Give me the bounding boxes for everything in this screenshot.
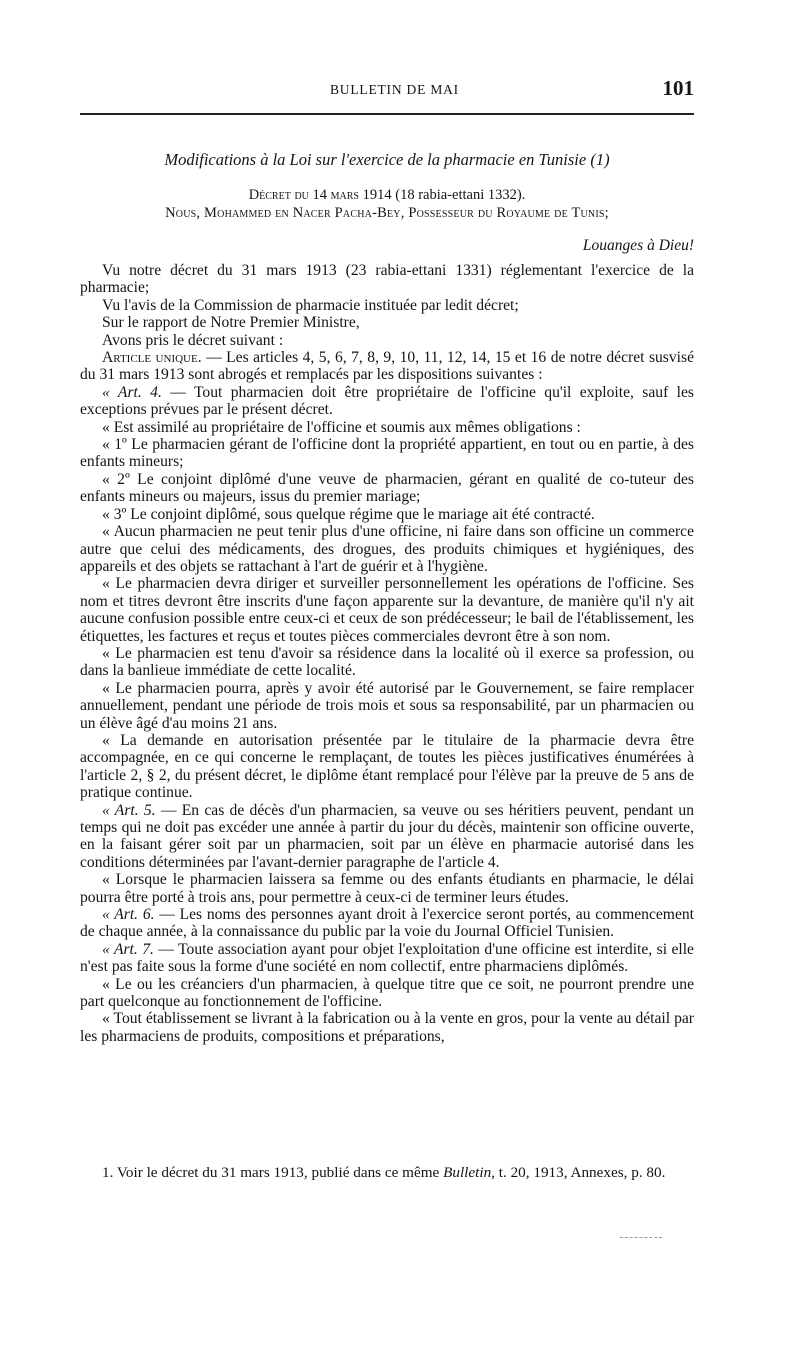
paragraph-text: « 3º Le conjoint diplômé, sous quelque régime que le mariage ait été contracté.	[102, 505, 595, 523]
paragraph-text: « Le ou les créanciers d'un pharmacien, à quelque titre que ce soit, ne pourront prendre une part quelconque au fonctionnement de l'officine.	[80, 975, 694, 1011]
paragraph	[80, 332, 694, 349]
paragraph-text: « Le pharmacien est tenu d'avoir sa résidence dans la localité où il exerce sa profession, ou dans la banlieue immédiate de cette localité.	[80, 644, 694, 680]
paragraph-lead: « Art. 7.	[102, 940, 154, 958]
footnote-ref[interactable]: (1)	[590, 150, 610, 169]
paragraph	[80, 575, 694, 645]
paragraph-text: — Les noms des personnes ayant droit à l'exercice seront portés, au commencement de chaque année, à la connaissance du public par la voie du Journal Officiel Tunisien.	[80, 906, 694, 941]
paragraph	[80, 436, 694, 471]
decree-body	[80, 262, 694, 1045]
paragraph-text: « Lorsque le pharmacien laissera sa femme ou des enfants étudiants en pharmacie, le délai pourra être porté à trois ans, pour permettre à ceux-ci de terminer leurs études.	[80, 871, 694, 906]
paragraph	[80, 1010, 694, 1045]
paragraph-text: « Aucun pharmacien ne peut tenir plus d'une officine, ni faire dans son officine un commerce autre que celui des médicaments, des drogues, des produits chimiques et hygiéniques, des appareils et des objets se rattachant à l'art de guérir et à l'hygiène.	[80, 523, 694, 575]
paragraph	[80, 349, 694, 384]
paragraph-text: « 1º Le pharmacien gérant de l'officine dont la propriété appartient, en tout ou en partie, à des enfants mineurs;	[80, 436, 694, 471]
paragraph	[80, 941, 694, 976]
paragraph	[80, 262, 694, 297]
page-number: 101	[662, 76, 694, 100]
paragraph	[80, 297, 694, 314]
paragraph-text: « Le pharmacien devra diriger et surveiller personnellement les opérations de l'officine. Ses nom et titres devront être inscrits d'une façon apparente sur la devanture, de manière qu'il n'y ait aucune confusion possible entre ceux-ci et ceux de son prédécesseur; le bail de l'établissement, les étiquettes, les factures et reçus et toutes pièces commerciales devront être à son nom.	[80, 575, 694, 645]
paragraph-text: « Le pharmacien pourra, après y avoir été autorisé par le Gouvernement, se faire remplacer annuellement, pendant une période de trois mois et sous sa responsabilité, par un pharmacien ou un élève âgé d'au moins 21 ans.	[80, 679, 694, 732]
paragraph-text: Vu notre décret du 31 mars 1913 (23 rabia-ettani 1331) réglementant l'exercice de la pharmacie;	[80, 262, 694, 297]
paragraph-text: « 2º Le conjoint diplômé d'une veuve de pharmacien, gérant en qualité de co-tuteur des enfants mineurs ou majeurs, issus du premier mariage;	[80, 470, 694, 506]
paragraph-text: Avons pris le décret suivant :	[102, 331, 284, 349]
article-title-text: Modifications à la Loi sur l'exercice de la pharmacie en Tunisie	[164, 150, 587, 169]
decree-line	[80, 187, 694, 204]
footnote-after: t. 20, 1913, Annexes, p. 80.	[494, 1164, 666, 1181]
sovereign-line: Nous, Mohammed en Nacer Pacha-Bey, Possesseur du Royaume de Tunis;	[165, 205, 609, 221]
paragraph	[80, 680, 694, 732]
paragraph	[80, 906, 694, 941]
paragraph	[80, 871, 694, 906]
paragraph	[80, 384, 694, 419]
paragraph	[80, 645, 694, 680]
paragraph-lead: « Art. 6.	[102, 906, 155, 924]
paragraph	[80, 314, 694, 331]
paragraph-text: — Les articles 4, 5, 6, 7, 8, 9, 10, 11, 12, 14, 15 et 16 de notre décret susvisé du 31 mars 1913 sont abrogés et remplacés par les dispositions suivantes :	[80, 349, 694, 384]
paragraph-text: — Tout pharmacien doit être propriétaire de l'officine qu'il exploite, sauf les exceptions prévues par le présent décret.	[80, 383, 694, 419]
paragraph-lead: « Art. 4.	[102, 383, 162, 401]
footnote-before: 1. Voir le décret du 31 mars 1913, publié dans ce même	[102, 1164, 444, 1181]
paragraph-text: Sur le rapport de Notre Premier Ministre,	[102, 314, 360, 332]
paragraph	[80, 506, 694, 523]
louanges-line: Louanges à Dieu!	[582, 237, 694, 254]
decree-date: 1914 (18 rabia-ettani 1332).	[362, 187, 526, 203]
paragraph-text: Vu l'avis de la Commission de pharmacie instituée par ledit décret;	[102, 296, 519, 314]
paragraph	[80, 471, 694, 506]
page-dashes	[620, 1237, 662, 1238]
paragraph	[80, 802, 694, 872]
footnote-text	[80, 1163, 694, 1182]
paragraph-text: — Toute association ayant pour objet l'exploitation d'une officine est interdite, si elle n'est pas faite sous la forme d'une société en nom collectif, entre pharmaciens diplômés.	[80, 940, 694, 976]
paragraph	[80, 419, 694, 436]
running-title: BULLETIN DE MAI	[330, 82, 459, 97]
paragraph-lead: Article unique.	[102, 349, 202, 367]
paragraph	[80, 523, 694, 575]
paragraph-text: « Tout établissement se livrant à la fabrication ou à la vente en gros, pour la vente au détail par les pharmaciens de produits, compositions et préparations,	[80, 1010, 694, 1045]
article-title	[80, 150, 694, 170]
paragraph-lead: « Art. 5.	[102, 801, 156, 819]
footnote	[80, 1163, 694, 1182]
paragraph	[80, 732, 694, 802]
paragraph-text: — En cas de décès d'un pharmacien, sa veuve ou ses héritiers peuvent, pendant un temps qui ne doit pas excéder une année à partir du jour du décès, maintenir son officine ouverte, en la faisant gérer soit par un pharmacien, soit par un élève en pharmacie autorisé dans les conditions déterminées par l'avant-dernier paragraphe de l'article 4.	[80, 801, 694, 871]
decree-prefix: Décret du 14 mars	[248, 187, 359, 203]
footnote-source: Bulletin,	[443, 1164, 495, 1181]
paragraph-text: « Est assimilé au propriétaire de l'officine et soumis aux mêmes obligations :	[102, 418, 581, 436]
header-rule	[80, 113, 694, 115]
paragraph	[80, 976, 694, 1011]
page-header	[80, 78, 694, 104]
paragraph-text: « La demande en autorisation présentée par le titulaire de la pharmacie devra être accompagnée, en ce qui concerne le remplaçant, de toutes les pièces justificatives énumérées à l'article 2, § 2, du présent décret, le diplôme étant remplacé pour l'élève par la preuve de 5 ans de pratique continue.	[80, 731, 694, 802]
